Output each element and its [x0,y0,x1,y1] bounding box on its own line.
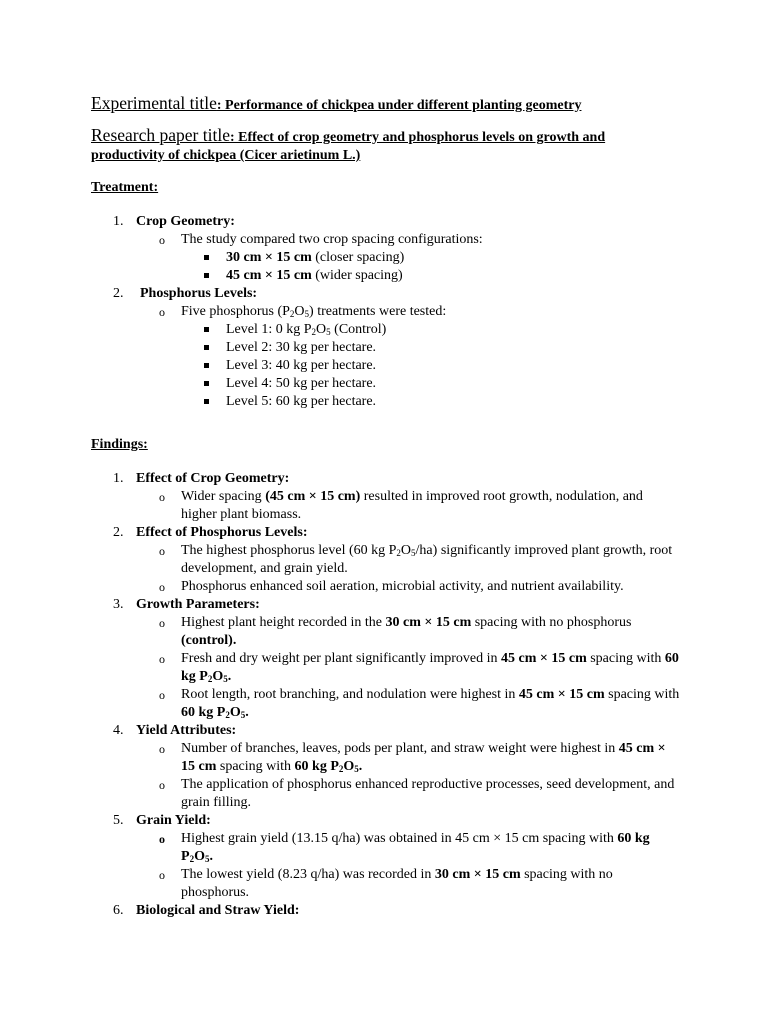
square-bullet-icon [204,363,209,368]
list-item: Level 3: 40 kg per hectare. [181,357,681,375]
list-item [181,249,681,267]
findings-heading: Findings: [91,437,148,452]
square-bullet-icon [204,381,209,386]
square-bullet-icon [204,255,209,260]
findings-list [91,470,681,920]
circle-bullet-icon: o [159,580,165,594]
treatment-item-crop-geometry [91,213,681,285]
sub-list [136,542,681,596]
sub-list [136,231,681,285]
treatment-heading: Treatment: [91,180,159,195]
treatment-list [91,213,681,411]
circle-bullet-icon: o [159,616,165,630]
spacing-value: 45 cm × 15 cm [226,268,312,283]
list-item: o Highest plant height recorded in the 30 cm × 15 cm spacing with no phosphorus (control). [159,615,632,648]
finding-grain-yield [91,812,681,902]
list-number: 4. [113,723,124,738]
circle-bullet-icon: o [159,305,165,319]
circle-bullet-icon: o [159,832,165,846]
list-number: 1. [113,214,124,229]
item-title: Grain Yield: [136,813,211,828]
list-item: Level 5: 60 kg per hectare. [181,393,681,411]
sub-list [136,614,681,722]
square-bullet-icon [204,273,209,278]
item-title: Effect of Crop Geometry: [136,471,290,486]
experimental-title [91,94,681,115]
list-item [136,303,681,411]
list-item: o The highest phosphorus level (60 kg $P_2O_5/ha$) significantly improved plant growth, root development, and grain yield. [159,543,673,576]
list-item: o Wider spacing (45 cm × 15 cm) resulted in improved root growth, nodulation, and higher plant biomass. [159,489,643,522]
item-title: Phosphorus Levels: [140,286,258,301]
list-item: Level 1: 0 kg $P_2O_5$ (Control) [181,321,681,339]
item-title: Effect of Phosphorus Levels: [136,525,308,540]
list-number: 3. [113,597,124,612]
circle-bullet-icon: o [159,742,165,756]
treatment-item-phosphorus-levels [91,285,681,411]
circle-bullet-icon: o [159,652,165,666]
item-title: Yield Attributes: [136,723,237,738]
list-number: 5. [113,813,124,828]
list-item-text: The study compared two crop spacing configurations: [181,232,483,247]
square-bullet-icon [204,327,209,332]
list-item: o Highest grain yield (13.15 q/ha) was obtained in 45 cm × 15 cm spacing with 60 kg $P_2O_5$. [159,831,650,864]
item-title: Biological and Straw Yield: [136,903,300,918]
sub-list [136,488,681,524]
sub-list [136,303,681,411]
item-title: Growth Parameters: [136,597,260,612]
list-item [181,267,681,285]
spacing-note: (wider spacing) [311,268,403,283]
sub-list [136,740,681,812]
finding-phosphorus-levels [91,524,681,596]
finding-crop-geometry [91,470,681,524]
square-bullet-icon [204,345,209,350]
document-page [91,94,681,920]
item-title: Crop Geometry: [136,214,235,229]
list-item: o The application of phosphorus enhanced reproductive processes, seed development, and grain filling. [159,777,675,810]
circle-bullet-icon: o [159,233,165,247]
spacing-value: 30 cm × 15 cm [226,250,312,265]
research-title-label: Research paper title [91,125,230,145]
list-number: 2. [113,286,124,301]
list-item: Level 2: 30 kg per hectare. [181,339,681,357]
finding-biological-straw-yield [91,902,681,920]
research-paper-title [91,126,681,165]
list-item: o The lowest yield (8.23 q/ha) was recorded in 30 cm × 15 cm spacing with no phosphorus. [159,867,613,900]
square-bullet-icon [204,399,209,404]
circle-bullet-icon: o [159,868,165,882]
sub-list [136,830,681,902]
list-number: 6. [113,903,124,918]
list-item: o Root length, root branching, and nodulation were highest in 45 cm × 15 cm spacing with 60 kg $P_2O_5$. [159,687,680,720]
circle-bullet-icon: o [159,778,165,792]
circle-bullet-icon: o [159,544,165,558]
list-item: o Number of branches, leaves, pods per plant, and straw weight were highest in 45 cm × 15 cm spacing with 60 kg $P_2O_5$. [159,741,666,774]
research-title-text: : Effect of crop geometry and phosphorus levels on growth and productivity of chickpea (Cicer arietinum L.) [91,130,606,163]
circle-bullet-icon: o [159,490,165,504]
list-item-text: Five phosphorus $(P_2O_5)$ treatments were tested: [181,304,447,319]
square-list [181,249,681,285]
experimental-title-label: Experimental title [91,93,217,113]
square-list [181,321,681,411]
list-item: o Phosphorus enhanced soil aeration, microbial activity, and nutrient availability. [159,579,624,594]
list-number: 2. [113,525,124,540]
list-item: Level 4: 50 kg per hectare. [181,375,681,393]
spacing-note: (closer spacing) [311,250,405,265]
circle-bullet-icon: o [159,688,165,702]
list-item [136,231,681,285]
finding-yield-attributes [91,722,681,812]
list-number: 1. [113,471,124,486]
finding-growth-parameters [91,596,681,722]
experimental-title-text: : Performance of chickpea under different planting geometry [216,98,582,113]
list-item: o Fresh and dry weight per plant significantly improved in 45 cm × 15 cm spacing with 60 kg $P_2O_5$. [159,651,679,684]
